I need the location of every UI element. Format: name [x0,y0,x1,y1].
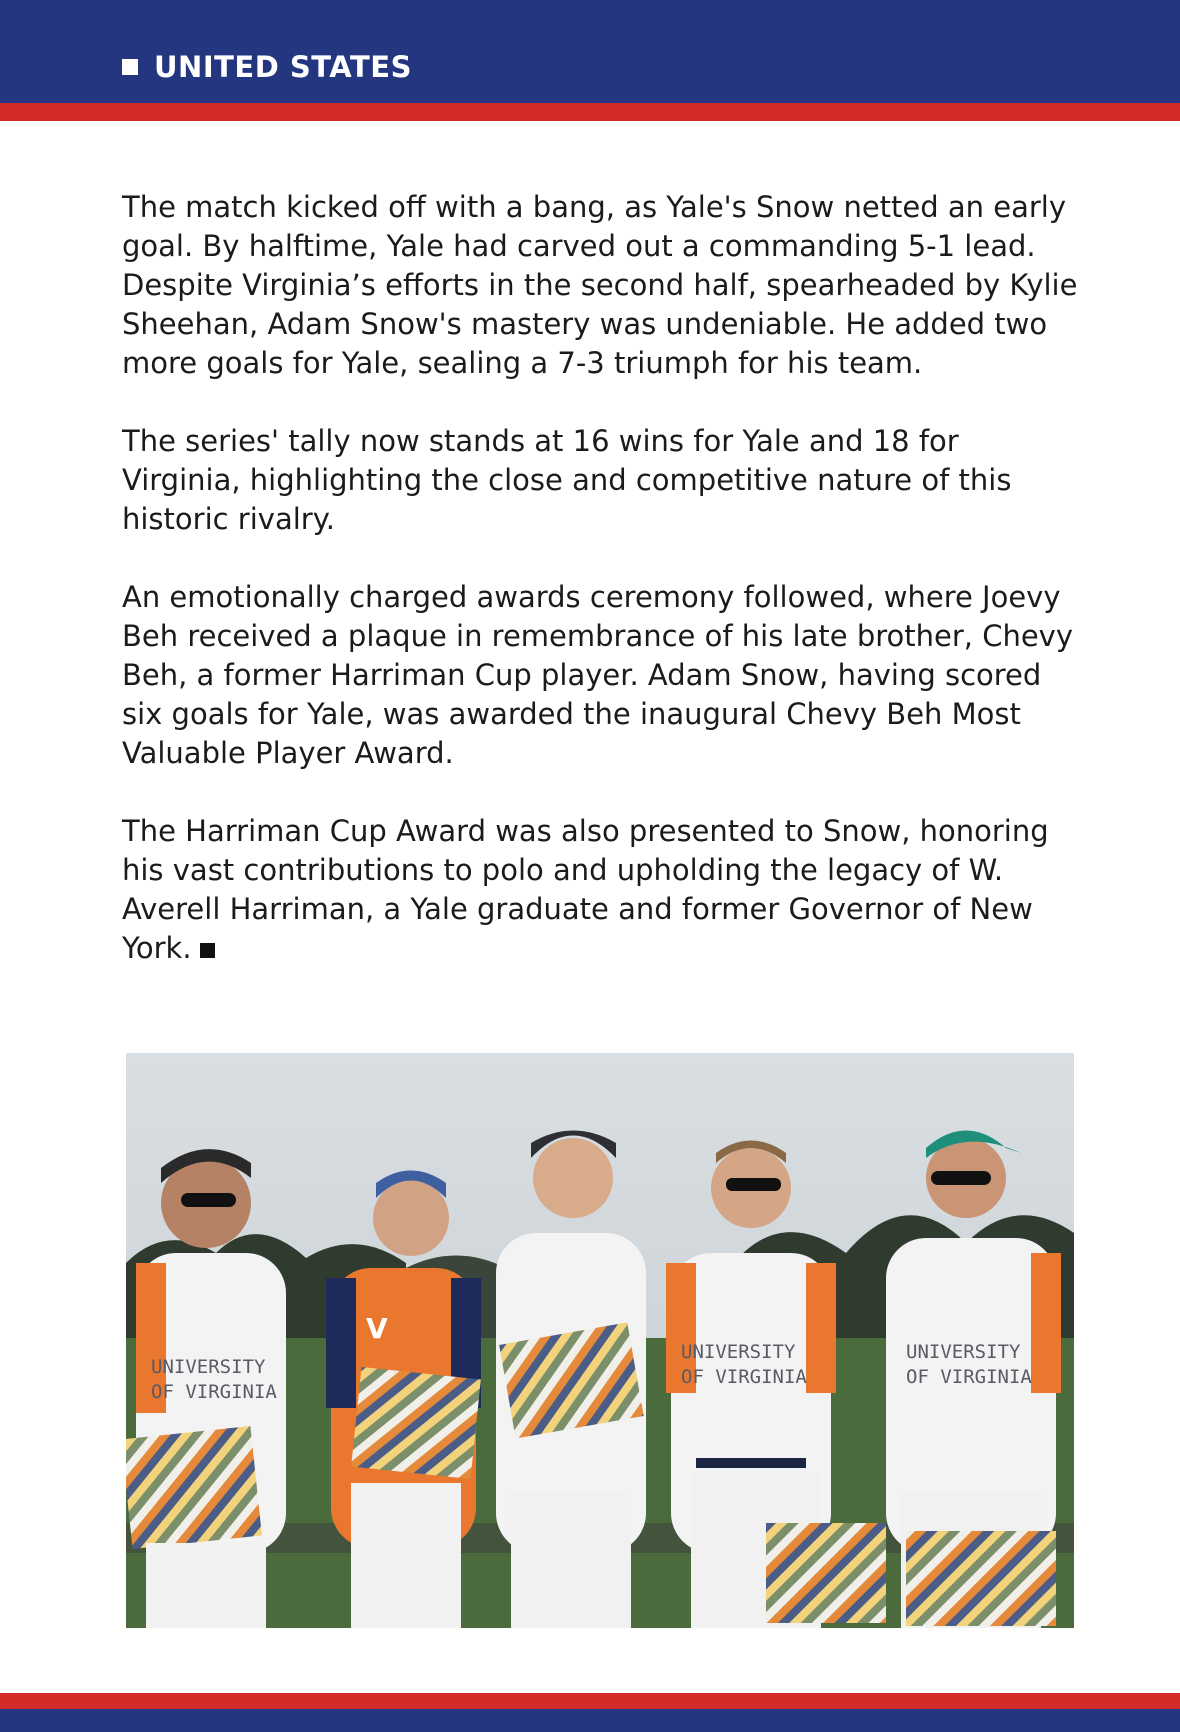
square-bullet-icon [122,59,138,75]
paragraph-1: The match kicked off with a bang, as Yale's Snow netted an early goal. By halftime, Yale had carved out a commanding 5-1 lead. Despite Virginia’s efforts in the second half, spearheaded by Kylie Sheehan, Adam Snow's mastery was undeniable. He added two more goals for Yale, sealing a 7-3 triumph for his team. [122,190,1078,380]
section-label-text: UNITED STATES [154,50,412,84]
badge-letter: V [366,1312,388,1345]
team-photo [126,1053,1074,1628]
footer-red-stripe [0,1693,1180,1709]
paragraph-4-text: The Harriman Cup Award was also presented to Snow, honoring his vast contributions to polo and upholding the legacy of W. Averell Harriman, a Yale graduate and former Governor of New York. [122,814,1049,965]
jersey-text-1b: OF VIRGINIA [151,1381,277,1403]
section-label [122,47,412,87]
header-red-stripe [0,103,1180,121]
jersey-text-4b: OF VIRGINIA [681,1366,807,1388]
paragraph-4 [122,812,1082,968]
jersey-text-5b: OF VIRGINIA [906,1366,1032,1388]
article-body [122,188,1082,1007]
paragraph-2: The series' tally now stands at 16 wins for Yale and 18 for Virginia, highlighting the close and competitive nature of this historic rivalry. [122,424,1012,536]
jersey-text-5a: UNIVERSITY [906,1341,1021,1363]
paragraph-3: An emotionally charged awards ceremony followed, where Joevy Beh received a plaque in remembrance of his late brother, Chevy Beh, a former Harriman Cup player. Adam Snow, having scored six goals for Yale, was awarded the inaugural Chevy Beh Most Valuable Player Award. [122,580,1073,770]
jersey-text-4a: UNIVERSITY [681,1341,796,1363]
team-photo-illustration [126,1053,1074,1628]
end-mark-icon [200,943,215,958]
jersey-text-1a: UNIVERSITY [151,1356,266,1378]
footer-band [0,1709,1180,1732]
